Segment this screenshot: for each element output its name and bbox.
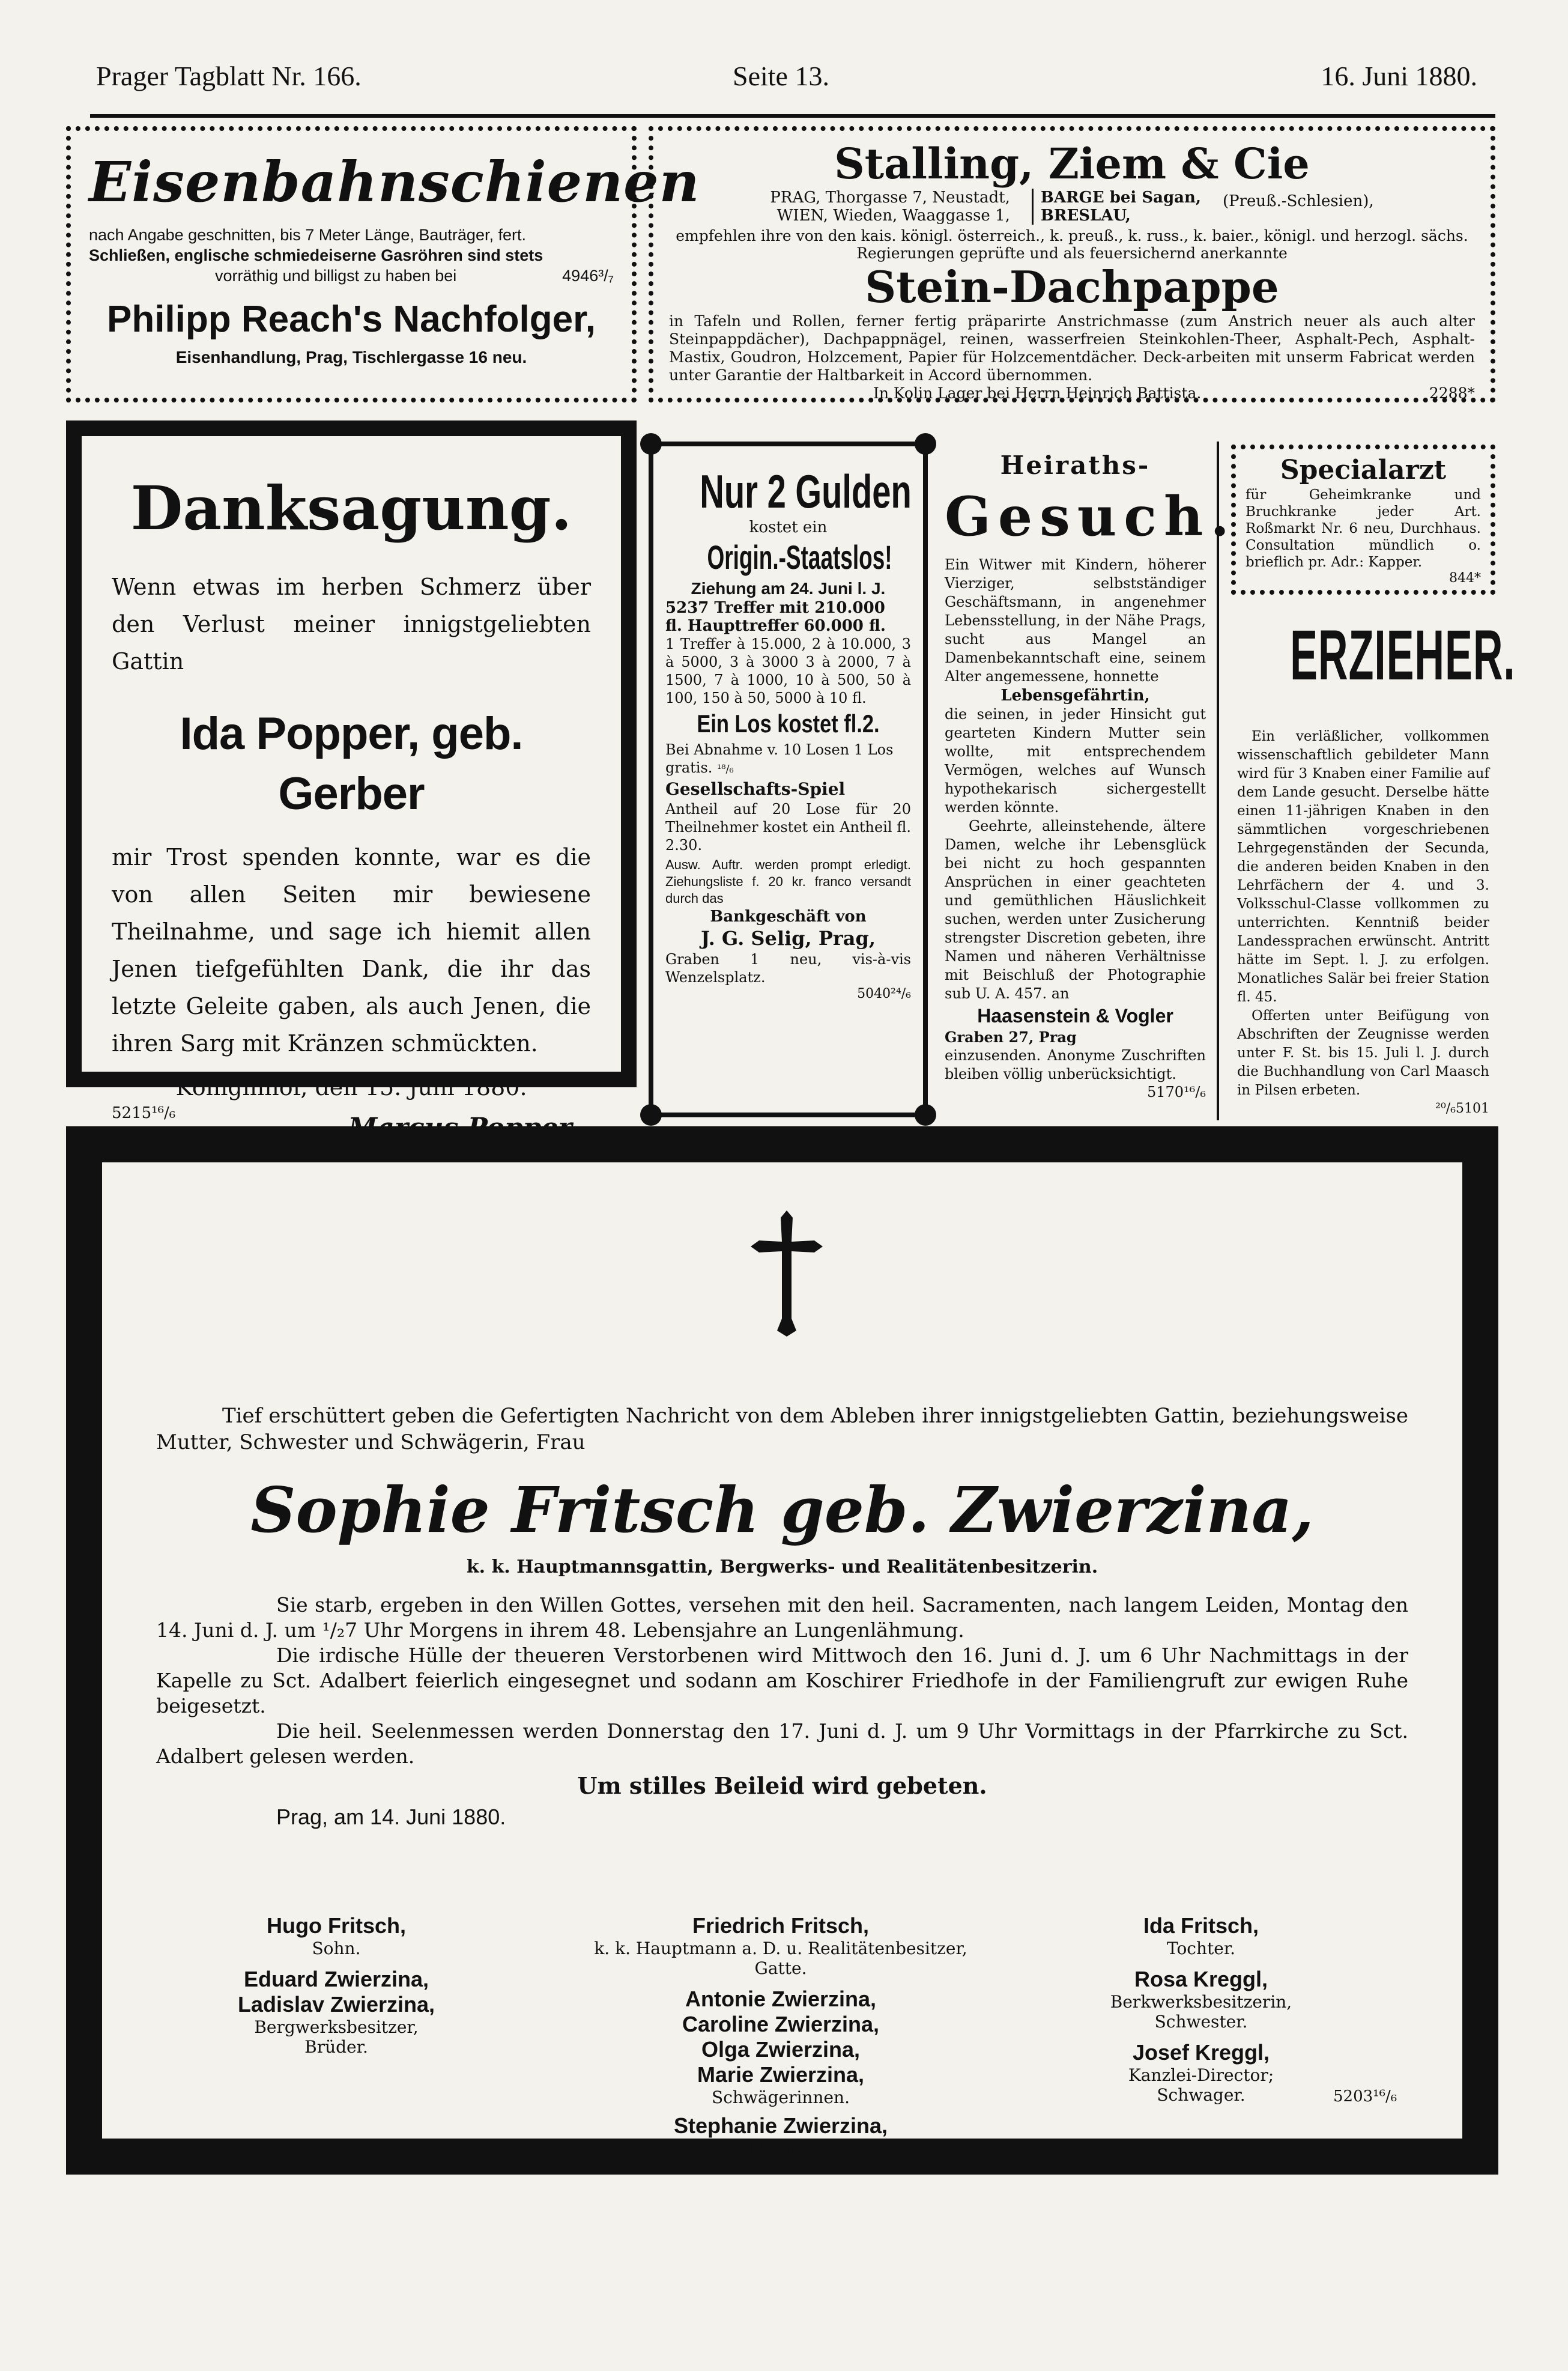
- lottery-kostet: kostet ein: [749, 518, 828, 536]
- sig-col-2: [571, 1913, 991, 2158]
- corner-dot-icon: [915, 1104, 936, 1126]
- cross-icon: [751, 1210, 823, 1337]
- tutor-body-1: Ein verläßlicher, vollkommen wissenschaftlich gebildeter Mann wird für 3 Knaben einer Familie auf dem Lande gesucht. Derselbe hätte einen 11-jährigen Knaben in den sämmtlichen vorgeschriebenen Lehrgegenständen der Secunda, die anderen beiden Knaben in den Lehrfächern der 4. und 3. Volksschul-Classe vollkommen zu unterrichten. Kenntniß beider Landessprachen erwünscht. Antritt hätte im Sept. l. J. zu erfolgen. Monatliches Salär bei freier Station fl. 45.: [1237, 729, 1489, 1005]
- marriage-body-4: einzusenden. Anonyme Zuschriften bleiben völlig unberücksichtigt.: [945, 1047, 1206, 1082]
- thanks-place-date: Königinhof, den 15. Juni 1880.: [175, 1074, 527, 1100]
- sig-col-1: [156, 1913, 516, 2057]
- sig-name: Olga Zwierzina,: [701, 2037, 861, 2062]
- ad-thanks: [66, 420, 637, 1143]
- obit-intro: Tief erschüttert geben die Gefertigten Nachricht von dem Ableben ihrer innigstgeliebten Gattin, beziehungsweise Mutter, Schwester und Schwägerin, Frau: [156, 1404, 1408, 1454]
- obit-p2: Die irdische Hülle der theueren Verstorbenen wird Mittwoch den 16. Juni d. J. um 6 Uhr Nachmittags in der Kapelle zu Sct. Adalbert feierlich eingesegnet und sodann am Koschirer Friedhofe in der Familiengruft zur ewigen Ruhe beigesetzt.: [156, 1644, 1408, 1717]
- sig-role: Brüder.: [304, 2037, 368, 2057]
- lottery-bank: Bankgeschäft von: [710, 908, 867, 926]
- lottery-game-text: Antheil auf 20 Lose für 20 Theilnehmer kostet ein Antheil fl. 2.30.: [665, 801, 911, 854]
- marriage-agency-addr: Graben 27, Prag: [945, 1028, 1077, 1046]
- lottery-bulk-code: ¹⁸/₆: [717, 763, 734, 776]
- tutor-title: ERZIEHER.: [1290, 616, 1516, 695]
- lottery-orders: Ausw. Auftr. werden prompt erledigt. Ziehungsliste f. 20 kr. franco versandt durch das: [665, 857, 911, 906]
- sig-name: Ladislav Zwierzina,: [237, 1992, 435, 2017]
- obit-title: k. k. Hauptmannsgattin, Bergwerks- und Realitätenbesitzerin.: [466, 1556, 1098, 1577]
- obit-code: 5203¹⁶/₆: [1333, 2087, 1397, 2105]
- obit-p1: Sie starb, ergeben in den Willen Gottes, versehen mit den heil. Sacramenten, nach langem Leiden, Montag den 14. Juni d. J. um ¹/₂7 Uhr Morgens in ihrem 48. Lebensjahre an Lungenlähmung.: [156, 1593, 1408, 1642]
- sig-name: Antonie Zwierzina,: [685, 1987, 877, 2011]
- obit-name: Sophie Fritsch geb. Zwierzina,: [250, 1473, 1314, 1547]
- stalling-line-2: Regierungen geprüfte und als feuersichernd anerkannte: [856, 244, 1288, 262]
- lottery-banker: J. G. Selig, Prag,: [700, 927, 876, 950]
- sig-role: Nichte.: [749, 2139, 812, 2158]
- stalling-loc-left-1: PRAG, Thorgasse 7, Neustadt,: [770, 189, 1010, 207]
- header-left: Prager Tagblatt Nr. 166.: [96, 61, 362, 91]
- sig-role: Sohn.: [312, 1938, 361, 1958]
- ad-lottery: [649, 442, 928, 1117]
- sig-name: Stephanie Zwierzina,: [673, 2113, 888, 2138]
- sig-name: Josef Kreggl,: [1132, 2040, 1270, 2065]
- obit-place-date: Prag, am 14. Juni 1880.: [276, 1805, 506, 1829]
- rails-title: Eisenbahnschienen: [89, 150, 700, 214]
- ad-marriage: [934, 442, 1237, 1120]
- sig-name: Friedrich Fritsch,: [692, 1913, 870, 1938]
- corner-dot-icon: [640, 433, 662, 455]
- marriage-code: 5170¹⁶/₆: [1146, 1084, 1206, 1100]
- marriage-body-3: Geehrte, alleinstehende, ältere Damen, welche ihr Lebensglück bei nicht zu hoch gespannten Ansprüchen in einer geachteten und gemüthlichen Häuslichkeit suchen, werden unter Zusicherung strengster Discretion gebeten, ihre Namen und näheren Verhältnisse mit Beischluß der Photographie sub U. A. 457. an: [945, 818, 1206, 1002]
- lottery-address: Graben 1 neu, vis-à-vis Wenzelsplatz.: [665, 951, 911, 986]
- stalling-loc-right-1: BARGE bei Sagan,: [1040, 189, 1201, 207]
- sig-name: Ida Fritsch,: [1143, 1913, 1259, 1938]
- header-rule: [90, 114, 1495, 119]
- thanks-name: Ida Popper, geb. Gerber: [180, 708, 523, 819]
- specialist-code: 844*: [1449, 571, 1481, 586]
- tutor-code: ²⁰/₆5101: [1435, 1101, 1489, 1116]
- lottery-bulk: Bei Abnahme v. 10 Losen 1 Los gratis.: [665, 741, 894, 776]
- stalling-loc-right-2: BRESLAU,: [1040, 207, 1131, 225]
- sig-role: k. k. Hauptmann a. D. u. Realitätenbesitzer,: [594, 1938, 967, 1958]
- marriage-title-2: Gesuch.: [945, 485, 1237, 548]
- sig-role: Schwägerinnen.: [712, 2087, 850, 2107]
- thanks-title: Danksagung.: [130, 473, 572, 544]
- marriage-partner: Lebensgefährtin,: [1000, 687, 1150, 705]
- ad-stalling: [649, 126, 1495, 402]
- ad-specialist: [1231, 445, 1495, 595]
- sig-name: Eduard Zwierzina,: [243, 1967, 429, 1991]
- sig-col-3: [1045, 1913, 1357, 2105]
- rails-line-1: nach Angabe geschnitten, bis 7 Meter Länge, Bauträger, fert.: [89, 226, 526, 244]
- tutor-body-2: Offerten unter Beifügung von Abschriften der Zeugnisse werden unter F. St. bis 15. Juli l. J. durch die Buchhandlung von Carl Maasch in Pilsen erbeten.: [1237, 1008, 1489, 1098]
- lottery-draw: Ziehung am 24. Juni l. J.: [691, 579, 886, 598]
- stalling-footer: In Kolin Lager bei Herrn Heinrich Battista.: [873, 384, 1202, 402]
- sig-role: Berkwerksbesitzerin,: [1110, 1992, 1292, 2012]
- sig-name: Hugo Fritsch,: [267, 1913, 406, 1938]
- corner-dot-icon: [640, 1104, 662, 1126]
- stalling-loc-region: (Preuß.-Schlesien),: [1222, 192, 1374, 210]
- stalling-body: in Tafeln und Rollen, ferner fertig präparirte Anstrichmasse (zum Anstrich neuer als auch alter Steinpappdächer), Dachpappnägel, reinen, wasserfreien Steinkohlen-Theer, Asphalt-Pech, Asphalt-Mastix, Goudron, Holzcement, Papier für Holzcementdächer. Deck-arbeiten mit unserm Fabricat werden unter Garantie der Haltbarkeit in Accord übernommen.: [669, 312, 1475, 384]
- stalling-loc-left-2: WIEN, Wieden, Waaggasse 1,: [776, 207, 1010, 225]
- lottery-game: Gesellschafts-Spiel: [665, 779, 846, 799]
- sig-role: Schwager.: [1157, 2085, 1246, 2105]
- rails-code: 4946³/₇: [562, 267, 614, 285]
- sig-name: Caroline Zwierzina,: [682, 2012, 880, 2036]
- rails-address: Eisenhandlung, Prag, Tischlergasse 16 neu.: [175, 348, 527, 366]
- sig-name: Rosa Kreggl,: [1134, 1967, 1268, 1991]
- sig-role: Schwester.: [1154, 2012, 1248, 2032]
- marriage-agency: Haasenstein & Vogler: [977, 1005, 1173, 1027]
- sig-role: Kanzlei-Director;: [1128, 2065, 1274, 2085]
- obit-condolence: Um stilles Beileid wird gebeten.: [577, 1772, 987, 1799]
- corner-dot-icon: [915, 433, 936, 455]
- rails-line-3: vorräthig und billigst zu haben bei: [215, 267, 457, 285]
- lottery-details: 1 Treffer à 15.000, 2 à 10.000, 3 à 5000, 3 à 3000 3 à 2000, 7 à 1500, 7 à 1000, 10 à 500, 50 à 100, 150 à 50, 5000 à 10 fl.: [665, 636, 911, 706]
- specialist-title: Specialarzt: [1280, 455, 1447, 485]
- rails-line-2: Schließen, englische schmiedeiserne Gasröhren sind stets: [89, 246, 543, 264]
- specialist-body: für Geheimkranke und Bruchkranke jeder Art. Roßmarkt Nr. 6 neu, Durchhaus. Consultation mündlich o. brieflich pr. Adr.: Kapper.: [1246, 487, 1481, 570]
- thanks-body: mir Trost spenden konnte, war es die von allen Seiten mir bewiesene Theilnahme, und sage ich hiemit allen Jenen tiefgefühlten Dank, die ihr das letzte Geleite gaben, als auch Jenen, die ihren Sarg mit Kränzen schmückten.: [112, 844, 591, 1057]
- obit-signatures: [156, 1913, 1417, 2166]
- lottery-code: 5040²⁴/₆: [857, 986, 911, 1001]
- lottery-los: Origin.-Staatslos!: [707, 538, 892, 576]
- lottery-price: Ein Los kostet fl.2.: [697, 709, 880, 738]
- rails-firm: Philipp Reach's Nachfolger,: [106, 299, 596, 340]
- header-right: 16. Juni 1880.: [1321, 61, 1477, 91]
- lottery-headline: Nur 2 Gulden: [700, 465, 912, 518]
- lottery-prize-2: fl. Haupttreffer 60.000 fl.: [665, 617, 886, 635]
- obit-p3: Die heil. Seelenmessen werden Donnerstag den 17. Juni d. J. um 9 Uhr Vormittags in der Pfarrkirche zu Sct. Adalbert gelesen werden.: [156, 1719, 1408, 1768]
- sig-role: Bergwerksbesitzer,: [254, 2017, 419, 2037]
- sig-role: Tochter.: [1166, 1938, 1236, 1958]
- stalling-title: Stalling, Ziem & Cie: [834, 139, 1310, 189]
- stalling-code: 2288*: [1429, 384, 1475, 402]
- page-header: [96, 60, 1477, 102]
- stalling-product: Stein-Dachpappe: [865, 261, 1279, 312]
- thanks-intro: Wenn etwas im herben Schmerz über den Verlust meiner innigstgeliebten Gattin: [112, 574, 591, 675]
- obituary: [66, 1126, 1498, 2175]
- sig-name: Marie Zwierzina,: [697, 2062, 865, 2087]
- marriage-body-1: Ein Witwer mit Kindern, höherer Vierziger, selbstständiger Geschäftsmann, in angenehmer Lebensstellung, in der Nähe Prags, sucht aus Mangel an Damenbekanntschaft eine, seinem Alter angemessene, honnette: [945, 556, 1206, 685]
- ad-tutor: [1231, 604, 1516, 1120]
- header-center: Seite 13.: [733, 61, 829, 91]
- lottery-prize-1: 5237 Treffer mit 210.000: [665, 599, 885, 617]
- sig-role: Gatte.: [754, 1958, 807, 1978]
- marriage-body-2: die seinen, in jeder Hinsicht gut gearteten Kindern Mutter sein wollte, mit entsprechendem Vermögen, welches auf Wunsch hypothekarisch sichergestellt werden könnte.: [945, 706, 1206, 816]
- thanks-signature: Marcus Popper.: [348, 1113, 579, 1143]
- stalling-line-1: empfehlen ihre von den kais. königl. österreich., k. preuß., k. russ., k. baier., königl. und herzogl. sächs.: [676, 227, 1468, 244]
- marriage-title-1: Heiraths-: [1000, 451, 1151, 480]
- thanks-code: 5215¹⁶/₆: [112, 1104, 176, 1122]
- ad-rails: [66, 126, 700, 402]
